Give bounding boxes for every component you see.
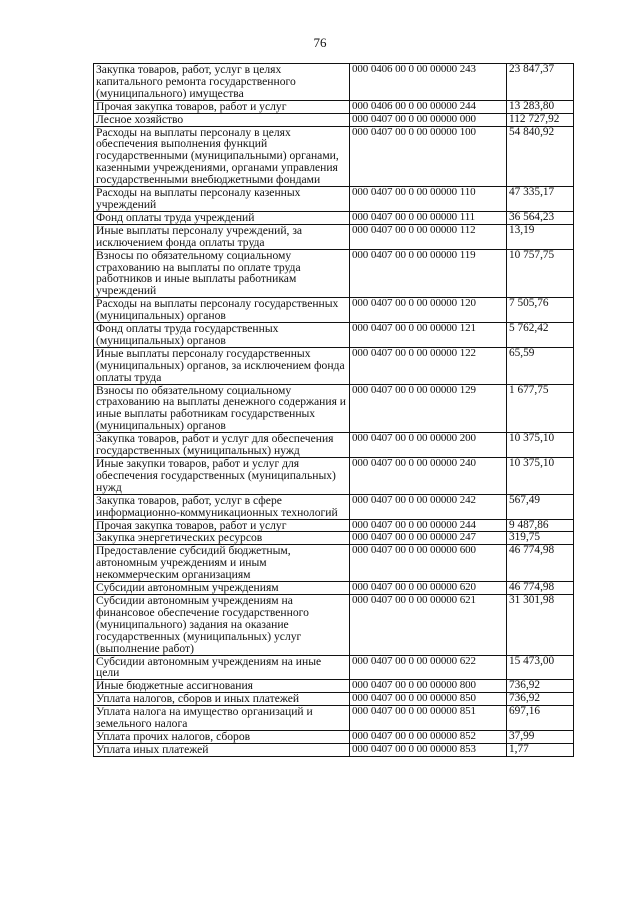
expense-name-cell: Уплата налогов, сборов и иных платежей [94, 693, 350, 706]
table-row [94, 249, 574, 298]
expense-name-cell: Иные выплаты персоналу государственных (муниципальных) органов, за исключением фонда оплаты труда [94, 347, 350, 384]
table-row [94, 323, 574, 348]
table-row [94, 384, 574, 433]
amount-cell: 31 301,98 [507, 594, 574, 655]
expense-name-cell: Субсидии автономным учреждениям на иные цели [94, 655, 350, 680]
expense-name-cell: Закупка энергетических ресурсов [94, 532, 350, 545]
expense-name-cell: Субсидии автономным учреждениям [94, 582, 350, 595]
page-number: 76 [313, 35, 327, 50]
budget-code-cell: 000 0407 00 0 00 00000 200 [350, 433, 507, 458]
table-row [94, 347, 574, 384]
budget-code-cell: 000 0406 00 0 00 00000 244 [350, 100, 507, 113]
amount-cell: 46 774,98 [507, 582, 574, 595]
expense-name-cell: Уплата прочих налогов, сборов [94, 730, 350, 743]
table-row [94, 519, 574, 532]
budget-code-cell: 000 0407 00 0 00 00000 622 [350, 655, 507, 680]
budget-code-cell: 000 0407 00 0 00 00000 129 [350, 384, 507, 433]
table-row [94, 126, 574, 187]
budget-table-body [94, 64, 574, 757]
table-row [94, 187, 574, 212]
table-row [94, 730, 574, 743]
budget-code-cell: 000 0407 00 0 00 00000 242 [350, 494, 507, 519]
amount-cell: 47 335,17 [507, 187, 574, 212]
table-row [94, 211, 574, 224]
table-row [94, 458, 574, 495]
amount-cell: 9 487,86 [507, 519, 574, 532]
table-row [94, 532, 574, 545]
budget-code-cell: 000 0407 00 0 00 00000 000 [350, 113, 507, 126]
amount-cell: 36 564,23 [507, 211, 574, 224]
budget-code-cell: 000 0407 00 0 00 00000 240 [350, 458, 507, 495]
amount-cell: 13,19 [507, 224, 574, 249]
budget-code-cell: 000 0407 00 0 00 00000 121 [350, 323, 507, 348]
budget-code-cell: 000 0407 00 0 00 00000 244 [350, 519, 507, 532]
table-row [94, 64, 574, 101]
amount-cell: 1,77 [507, 743, 574, 756]
budget-code-cell: 000 0407 00 0 00 00000 620 [350, 582, 507, 595]
table-row [94, 693, 574, 706]
amount-cell: 112 727,92 [507, 113, 574, 126]
table-row [94, 545, 574, 582]
table-row [94, 582, 574, 595]
amount-cell: 23 847,37 [507, 64, 574, 101]
amount-cell: 7 505,76 [507, 298, 574, 323]
budget-code-cell: 000 0407 00 0 00 00000 110 [350, 187, 507, 212]
budget-code-cell: 000 0407 00 0 00 00000 852 [350, 730, 507, 743]
amount-cell: 37,99 [507, 730, 574, 743]
amount-cell: 697,16 [507, 706, 574, 731]
amount-cell: 1 677,75 [507, 384, 574, 433]
budget-code-cell: 000 0407 00 0 00 00000 112 [350, 224, 507, 249]
table-row [94, 433, 574, 458]
expense-name-cell: Взносы по обязательному социальному страхованию на выплаты по оплате труда работников и иные выплаты работникам учреждений [94, 249, 350, 298]
amount-cell: 736,92 [507, 693, 574, 706]
expense-name-cell: Расходы на выплаты персоналу в целях обеспечения выполнения функций государственными (муниципальными) органами, казенными учреждениями, органами управления государственными внебюджетными фондами [94, 126, 350, 187]
table-row [94, 298, 574, 323]
amount-cell: 10 757,75 [507, 249, 574, 298]
budget-table [93, 63, 574, 757]
expense-name-cell: Расходы на выплаты персоналу государственных (муниципальных) органов [94, 298, 350, 323]
expense-name-cell: Иные закупки товаров, работ и услуг для обеспечения государственных (муниципальных) нужд [94, 458, 350, 495]
amount-cell: 65,59 [507, 347, 574, 384]
budget-code-cell: 000 0407 00 0 00 00000 621 [350, 594, 507, 655]
budget-code-cell: 000 0407 00 0 00 00000 247 [350, 532, 507, 545]
amount-cell: 736,92 [507, 680, 574, 693]
amount-cell: 5 762,42 [507, 323, 574, 348]
table-row [94, 100, 574, 113]
amount-cell: 10 375,10 [507, 458, 574, 495]
expense-name-cell: Закупка товаров, работ, услуг в сфере информационно-коммуникационных технологий [94, 494, 350, 519]
budget-code-cell: 000 0407 00 0 00 00000 120 [350, 298, 507, 323]
expense-name-cell: Субсидии автономным учреждениям на финансовое обеспечение государственного (муниципального) задания на оказание государственных (муниципальных) услуг (выполнение работ) [94, 594, 350, 655]
expense-name-cell: Закупка товаров, работ и услуг для обеспечения государственных (муниципальных) нужд [94, 433, 350, 458]
table-row [94, 680, 574, 693]
budget-code-cell: 000 0406 00 0 00 00000 243 [350, 64, 507, 101]
budget-code-cell: 000 0407 00 0 00 00000 850 [350, 693, 507, 706]
expense-name-cell: Фонд оплаты труда учреждений [94, 211, 350, 224]
table-row [94, 655, 574, 680]
expense-name-cell: Взносы по обязательному социальному страхованию на выплаты денежного содержания и иные выплаты работникам государственных (муниципальных) органов [94, 384, 350, 433]
amount-cell: 13 283,80 [507, 100, 574, 113]
expense-name-cell: Прочая закупка товаров, работ и услуг [94, 100, 350, 113]
budget-code-cell: 000 0407 00 0 00 00000 100 [350, 126, 507, 187]
table-row [94, 113, 574, 126]
table-row [94, 743, 574, 756]
amount-cell: 15 473,00 [507, 655, 574, 680]
budget-code-cell: 000 0407 00 0 00 00000 600 [350, 545, 507, 582]
expense-name-cell: Предоставление субсидий бюджетным, автономным учреждениям и иным некоммерческим организациям [94, 545, 350, 582]
expense-name-cell: Лесное хозяйство [94, 113, 350, 126]
expense-name-cell: Прочая закупка товаров, работ и услуг [94, 519, 350, 532]
table-row [94, 494, 574, 519]
budget-code-cell: 000 0407 00 0 00 00000 851 [350, 706, 507, 731]
budget-code-cell: 000 0407 00 0 00 00000 111 [350, 211, 507, 224]
budget-code-cell: 000 0407 00 0 00 00000 853 [350, 743, 507, 756]
amount-cell: 54 840,92 [507, 126, 574, 187]
budget-code-cell: 000 0407 00 0 00 00000 119 [350, 249, 507, 298]
expense-name-cell: Уплата иных платежей [94, 743, 350, 756]
expense-name-cell: Уплата налога на имущество организаций и земельного налога [94, 706, 350, 731]
table-row [94, 706, 574, 731]
expense-name-cell: Расходы на выплаты персоналу казенных учреждений [94, 187, 350, 212]
budget-code-cell: 000 0407 00 0 00 00000 800 [350, 680, 507, 693]
expense-name-cell: Иные выплаты персоналу учреждений, за исключением фонда оплаты труда [94, 224, 350, 249]
amount-cell: 10 375,10 [507, 433, 574, 458]
budget-code-cell: 000 0407 00 0 00 00000 122 [350, 347, 507, 384]
expense-name-cell: Фонд оплаты труда государственных (муниципальных) органов [94, 323, 350, 348]
expense-name-cell: Иные бюджетные ассигнования [94, 680, 350, 693]
amount-cell: 567,49 [507, 494, 574, 519]
amount-cell: 46 774,98 [507, 545, 574, 582]
table-row [94, 224, 574, 249]
table-row [94, 594, 574, 655]
amount-cell: 319,75 [507, 532, 574, 545]
expense-name-cell: Закупка товаров, работ, услуг в целях капитального ремонта государственного (муниципального) имущества [94, 64, 350, 101]
